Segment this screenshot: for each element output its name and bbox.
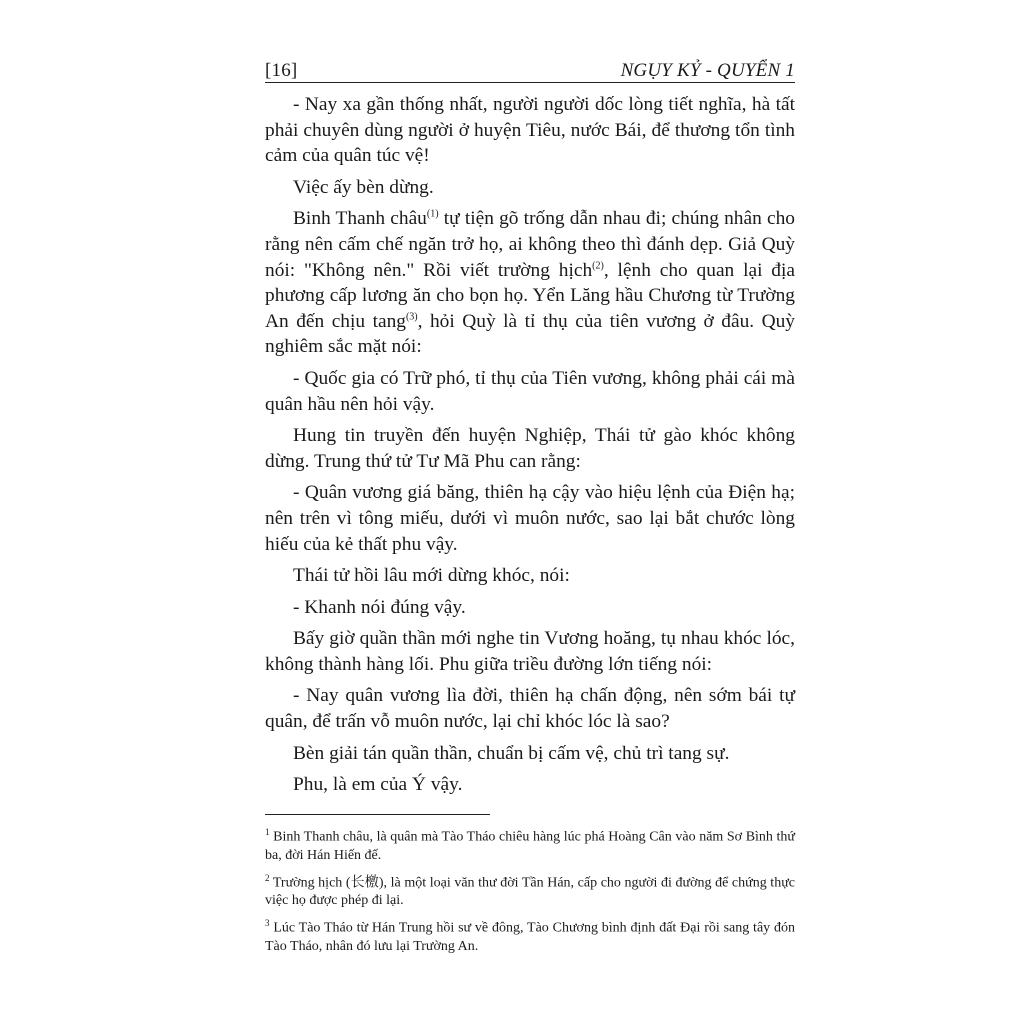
- page-number: [16]: [265, 60, 298, 81]
- paragraph: Bấy giờ quần thần mới nghe tin Vương hoăng, tụ nhau khóc lóc, không thành hàng lối. Phu giữa triều đường lớn tiếng nói:: [265, 628, 795, 675]
- footnote-mark: 1: [265, 826, 270, 837]
- paragraph: - Nay quân vương lìa đời, thiên hạ chấn động, nên sớm bái tự quân, để trấn vỗ muôn nước, lại chỉ khóc lóc là sao?: [265, 685, 795, 733]
- footnote-ref: (2): [592, 260, 604, 272]
- paragraph-text: Binh Thanh châu: [293, 208, 427, 230]
- footnote-ref: (3): [405, 311, 418, 323]
- footnote-text: Binh Thanh châu, là quân mà Tào Tháo chiêu hàng lúc phá Hoàng Cân vào năm Sơ Bình thứ ba, đời Hán Hiến đế.: [265, 829, 795, 863]
- page-header: [265, 56, 795, 83]
- paragraph-text: , hỏi Quỳ là tỉ thụ của tiên vương ở đâu. Quỳ nghiêm sắc mặt nói:: [265, 310, 796, 358]
- footnote-text: Trường hịch (长檄), là một loại văn thư đời Tần Hán, cấp cho người đi đường để chứng thực việc họ được phép đi lại.: [265, 875, 795, 909]
- footnote-separator: [265, 814, 490, 815]
- paragraph-text: tự tiện gõ trống dẫn nhau đi; chúng nhân cho rằng nên cấm chế ngăn trở họ, ai không theo thì đánh dẹp. Giả Quỳ nói: "Không nên." Rồi viết trường hịch: [265, 208, 795, 281]
- paragraph: - Quốc gia có Trữ phó, tỉ thụ của Tiên vương, không phải cái mà quân hầu nên hỏi vậy.: [265, 367, 795, 415]
- paragraph-text: , lệnh cho quan lại địa phương cấp lương ăn cho bọn họ. Yển Lăng hầu Chương từ Trường An đến chịu tang: [265, 259, 796, 332]
- footnote-text: Lúc Tào Tháo từ Hán Trung hồi sư về đông, Tào Chương bình định đất Đại rồi sang tây đón Tào Tháo, nhân đó lưu lại Trường An.: [265, 920, 795, 954]
- footnote: [265, 869, 795, 911]
- book-page: [265, 56, 795, 960]
- paragraph: Hung tin truyền đến huyện Nghiệp, Thái tử gào khóc không dừng. Trung thứ tử Tư Mã Phu can rằng:: [265, 425, 795, 472]
- paragraph: Việc ấy bèn dừng.: [293, 176, 434, 198]
- paragraph: Bèn giải tán quần thần, chuẩn bị cấm vệ, chủ trì tang sự.: [293, 742, 730, 764]
- footnote: [265, 823, 795, 865]
- paragraph: [265, 206, 795, 360]
- running-title: NGỤY KỶ - QUYỂN 1: [620, 60, 795, 81]
- body-text: [265, 92, 795, 798]
- paragraph: - Quân vương giá băng, thiên hạ cậy vào hiệu lệnh của Điện hạ; nên trên vì tông miếu, dưới vì muôn nước, sao lại bắt chước lòng hiếu của kẻ thất phu vậy.: [265, 482, 795, 555]
- paragraph: Thái tử hồi lâu mới dừng khóc, nói:: [293, 565, 570, 587]
- footnote-mark: 3: [265, 918, 270, 929]
- paragraph: - Khanh nói đúng vậy.: [293, 596, 466, 618]
- paragraph: - Nay xa gần thống nhất, người người dốc lòng tiết nghĩa, hà tất phải chuyên dùng người ở huyện Tiêu, nước Bái, để thương tổn tình cảm của quân túc vệ!: [265, 94, 795, 167]
- paragraph: Phu, là em của Ý vậy.: [293, 774, 463, 796]
- footnote-mark: 2: [265, 872, 270, 883]
- footnotes: [265, 823, 795, 956]
- footnote-ref: (1): [426, 208, 439, 220]
- footnote: [265, 914, 795, 956]
